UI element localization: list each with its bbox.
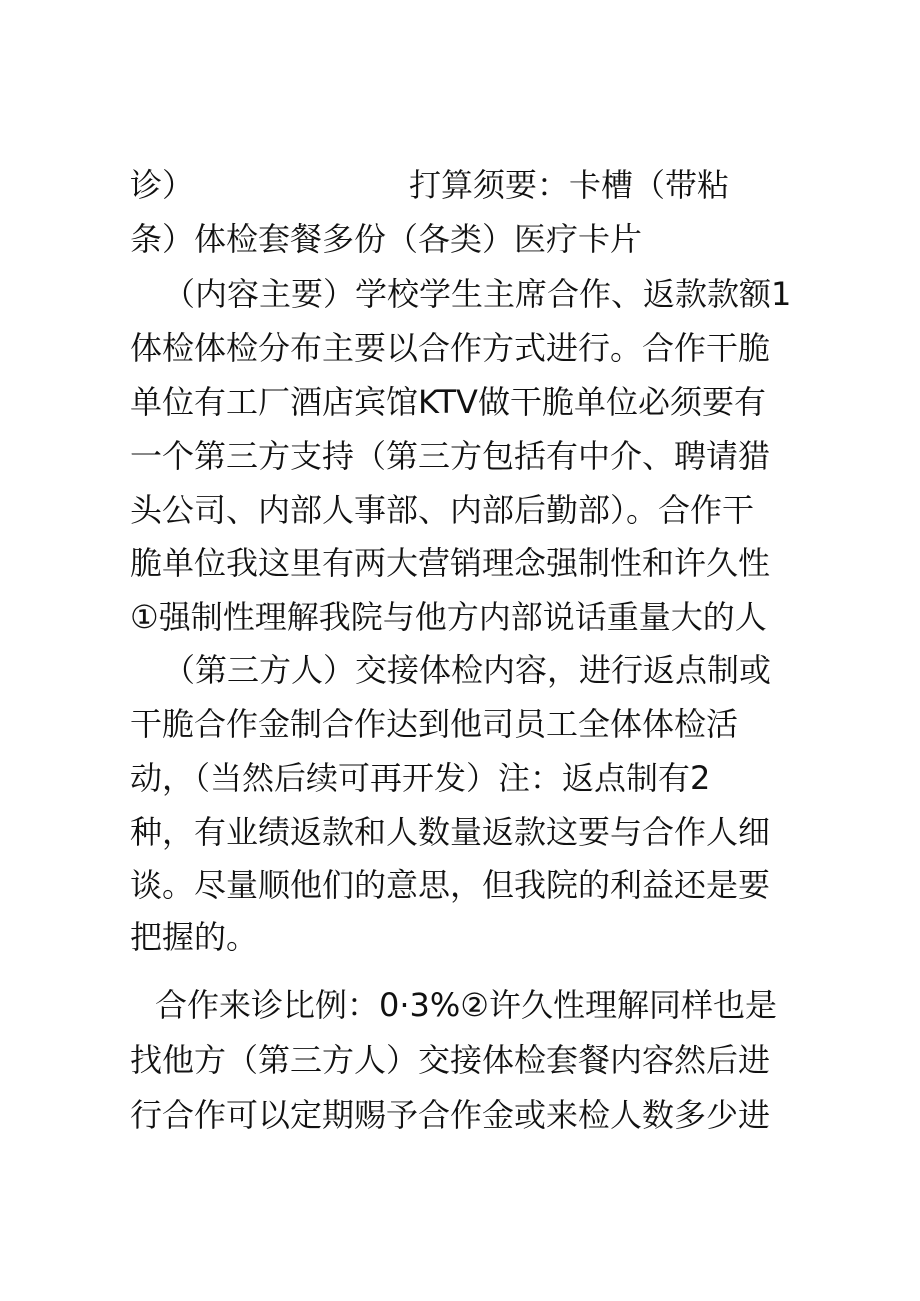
text-line: ①强制性理解我院与他方内部说话重量大的人 bbox=[130, 598, 767, 636]
text-line: 脆单位我这里有两大营销理念强制性和许久性 bbox=[130, 544, 771, 582]
text-fragment: 诊） bbox=[130, 166, 195, 204]
text-line: 条）体检套餐多份（各类）医疗卡片 bbox=[130, 220, 643, 258]
text-line: （内容主要）学校学生主席合作、返款款额1 bbox=[163, 275, 792, 313]
text-line: 把握的。 bbox=[130, 918, 259, 956]
text-line: 头公司、内部人事部、内部后勤部）。合作干 bbox=[130, 491, 755, 529]
text-line: 动，（当然后续可再开发）注：返点制有2 bbox=[130, 759, 711, 797]
text-line: （第三方人）交接体检内容，进行返点制或 bbox=[163, 651, 772, 689]
text-line: 谈。尽量顺他们的意思，但我院的利益还是要 bbox=[130, 866, 771, 904]
text-line: 单位有工厂酒店宾馆KTV做干脆单位必须要有 bbox=[130, 383, 766, 421]
text-line: 一个第三方支持（第三方包括有中介、聘请猎 bbox=[130, 437, 771, 475]
text-line: 合作来诊比例：0·3%②许久性理解同样也是 bbox=[155, 986, 777, 1024]
text-line bbox=[130, 165, 729, 205]
text-line: 找他方（第三方人）交接体检套餐内容然后进 bbox=[130, 1041, 771, 1079]
text-line: 干脆合作金制合作达到他司员工全体体检活 bbox=[130, 705, 739, 743]
text-line: 种，有业绩返款和人数量返款这要与合作人细 bbox=[130, 813, 771, 851]
text-line: 行合作可以定期赐予合作金或来检人数多少进 bbox=[130, 1096, 771, 1134]
text-fragment: 打算须要：卡槽（带粘 bbox=[409, 166, 730, 204]
text-line: 体检体检分布主要以合作方式进行。合作干脆 bbox=[130, 329, 771, 367]
